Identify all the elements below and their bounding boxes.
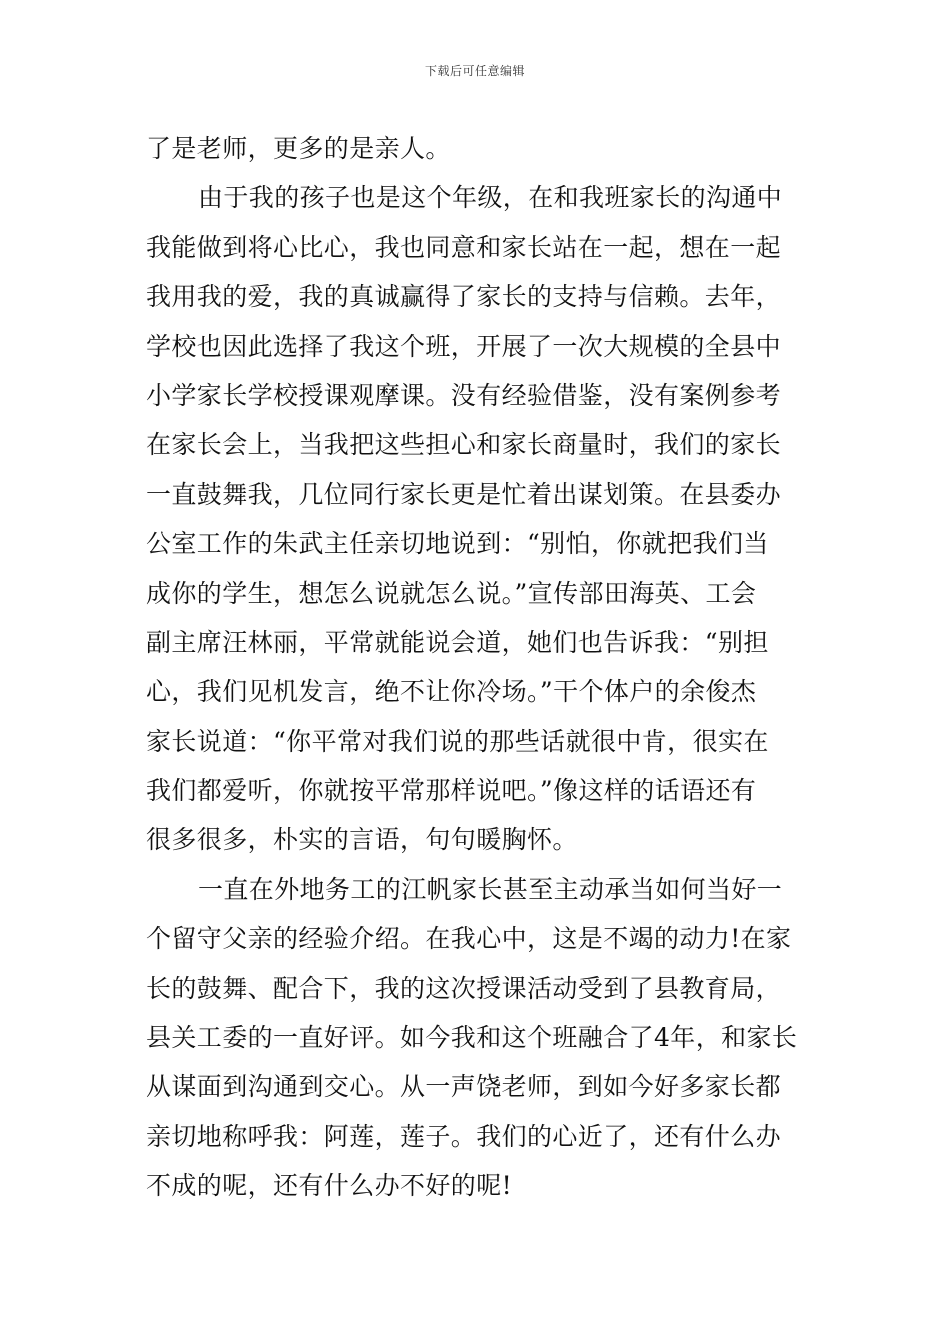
text-line: 小学家长学校授课观摩课。没有经验借鉴，没有案例参考 (146, 380, 782, 410)
text-line: 县关工委的一直好评。如今我和这个班融合了4年，和家长 (146, 1023, 798, 1053)
text-line: 家长说道：“你平常对我们说的那些话就很中肯，很实在 (146, 726, 769, 756)
text-line: 成你的学生，想怎么说就怎么说。”宣传部田海英、工会 (146, 578, 757, 608)
paragraph-start-line: 一直在外地务工的江帆家长甚至主动承当如何当好一 (198, 874, 783, 904)
text-line: 长的鼓舞、配合下，我的这次授课活动受到了县教育局， (146, 973, 782, 1003)
text-line: 个留守父亲的经验介绍。在我心中，这是不竭的动力!在家 (146, 924, 792, 954)
text-line: 副主席汪林丽，平常就能说会道，她们也告诉我：“别担 (146, 627, 769, 657)
text-line: 不成的呢，还有什么办不好的呢! (146, 1171, 513, 1201)
paragraph-start-line: 由于我的孩子也是这个年级，在和我班家长的沟通中 (198, 183, 783, 213)
text-line: 我用我的爱，我的真诚赢得了家长的支持与信赖。去年， (146, 282, 782, 312)
text-line: 公室工作的朱武主任亲切地说到：“别怕，你就把我们当 (146, 529, 769, 559)
page-header: 下载后可任意编辑 (424, 64, 525, 78)
text-line: 我能做到将心比心，我也同意和家长站在一起，想在一起 (146, 232, 782, 262)
text-line: 了是老师，更多的是亲人。 (146, 134, 451, 163)
text-line: 一直鼓舞我，几位同行家长更是忙着出谋划策。在县委办 (146, 479, 782, 509)
text-line: 在家长会上，当我把这些担心和家长商量时，我们的家长 (146, 430, 782, 460)
text-line: 心，我们见机发言，绝不让你冷场。”干个体户的余俊杰 (146, 677, 757, 707)
text-line: 很多很多，朴实的言语，句句暖胸怀。 (146, 825, 578, 855)
text-line: 亲切地称呼我：阿莲，莲子。我们的心近了，还有什么办 (146, 1121, 782, 1151)
text-line: 学校也因此选择了我这个班，开展了一次大规模的全县中 (146, 331, 782, 361)
body-text (146, 124, 810, 1211)
text-line: 我们都爱听，你就按平常那样说吧。”像这样的话语还有 (146, 776, 757, 806)
text-line: 从谋面到沟通到交心。从一声饶老师，到如今好多家长都 (146, 1072, 782, 1102)
